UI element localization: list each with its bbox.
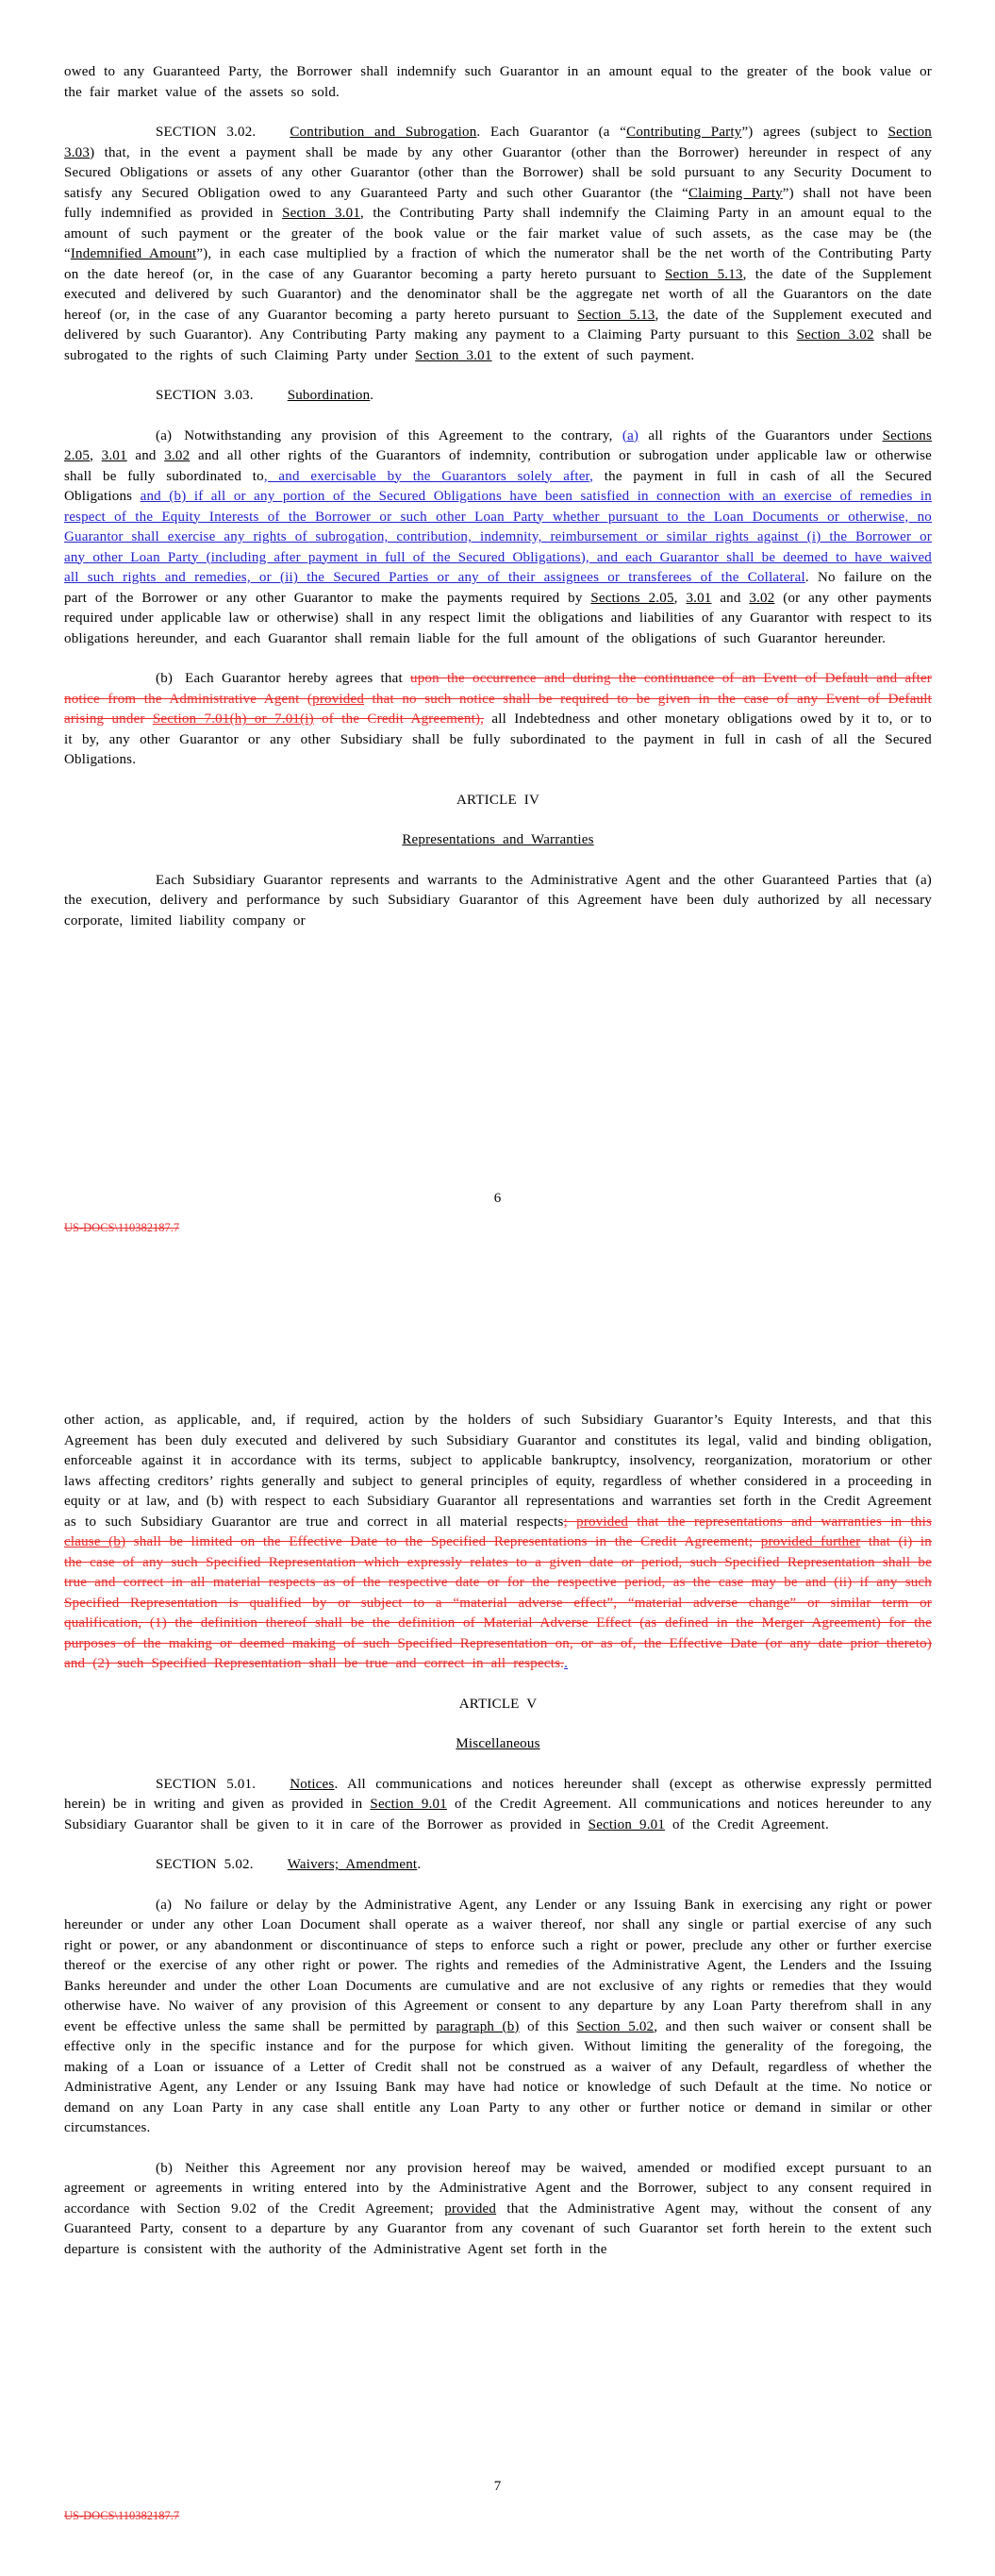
underlined-text: Section 3.01 [415,347,492,363]
page-number: 7 [493,2479,502,2494]
text-run: and [711,590,750,606]
text-run: SECTION 3.02. [156,125,257,140]
underlined-text: Section 5.13 [664,266,743,282]
text-run: . All communications and notices hereunder shall (except as otherwise expressly permitted herein) be in writing and given as provided in [64,1776,933,1812]
underlined-text: Section 3.02 [796,327,874,343]
underlined-text: 3.01 [686,590,712,606]
text-run: of this [519,2018,577,2034]
text-run: , and then such waiver or consent shall be effective only in the specific instance and for the purpose for which given. Without limiting the generality of the foregoing, the making of a Loan or issuance of a Letter of Credit shall not be construed as a waiver of any Default, regardless of whether the Administrative Agent, any Lender or any Issuing Bank may have had notice or knowledge of such Default at the time. No notice or demand on any Loan Party in any case shall entitle any Loan Party to any other or further notice or demand in similar or other circumstances. [64,2018,932,2135]
paragraph [64,1411,932,1675]
heading [64,791,932,811]
text-run: ARTICLE V [458,1696,538,1712]
underlined-text: Waivers; Amendment [287,1857,418,1872]
text-run: and all other rights of the Guarantors of indemnity, contribution or subrogation under applicable law or otherwise shall be fully subordinated to [64,448,932,484]
text-run: Each Guarantor hereby agrees that [185,671,410,686]
page-number: 6 [493,1191,502,1206]
underlined-text: Contribution and Subrogation [290,125,477,140]
footer-doc-id: US-DOCS\110382187.7 [64,1221,180,1234]
deleted-text: that no such notice shall be required to be given in the case of any Event of Default arising under [64,691,933,727]
underlined-text: Representations and Warranties [402,832,594,847]
text-run: . Each Guarantor (a “ [476,125,627,140]
underlined-text: Section 3.03 [64,125,932,160]
text-run: (a) [156,1897,173,1913]
deleted-underlined-text: provided [576,1514,629,1530]
heading [64,830,932,851]
text-run: other action, as applicable, and, if required, action by the holders of such Subsidiary Guarantor’s Equity Interests, and that this Agreement has been duly executed and delivered by such Subsidiary Guarantor and constitutes its legal, valid and binding obligation, enforceable against it in accordance with its terms, subject to applicable bankruptcy, insolvency, reorganization, moratorium or other laws affecting creditors’ rights generally and subject to general principles of equity, regardless of whether considered in a proceeding in equity or at law, and (b) with respect to each Subsidiary Guarantor all representations and warranties set forth in the Credit Agreement as to such Subsidiary Guarantor are true and correct in all material respects [64,1413,932,1530]
deleted-underlined-text: provided [312,691,365,707]
inserted-text: , and exercisable by the Guarantors solely after, [263,468,594,484]
text-run: No failure or delay by the Administrative Agent, any Lender or any Issuing Bank in exercising any right or power hereunder or under any other Loan Document shall operate as a waiver thereof, nor shall any single or partial exercise of any such right or power, or any abandonment or discontinuance of steps to enforce such a right or power, preclude any other or further exercise thereof or the exercise of any other right or power. The rights and remedies of the Administrative Agent, the Lenders and the Issuing Banks hereunder and under the other Loan Documents are cumulative and are not exclusive of any rights or remedies that they would otherwise have. No waiver of any provision of this Agreement or consent to any departure by any Loan Party therefrom shall in any event be effective unless the same shall be permitted by [64,1897,932,2034]
text-run: . [370,388,374,403]
text-run: and [126,448,165,463]
paragraph [64,1775,932,1836]
underlined-text: 3.02 [164,448,191,463]
text-run: (a) [156,427,173,443]
underlined-text: Miscellaneous [456,1736,540,1751]
underlined-text: Indemnified Amount [70,246,197,261]
deleted-text: that (i) in the case of any such Specified Representation which expressly relates to a given date or period, such Specified Representation shall be true and correct in all material respects as of the respective date or for the respective period, as the case may be and (ii) if any such Specified Representation is qualified by or subject to a “material adverse effect”, “material adverse change” or similar term or qualification, (1) the definition thereof shall be the definition of Material Adverse Effect (as defined in the Merger Agreement) for the purposes of the making or deemed making of such Specified Representation on, or as of, the Effective Date (or any date prior thereto) and (2) such Specified Representation shall be true and correct in all respects. [64,1534,932,1671]
paragraph [64,669,932,771]
underlined-text: Section 5.13 [577,307,655,323]
inserted-text: . [564,1656,569,1671]
text-run: Neither this Agreement nor any provision hereof may be waived, amended or modified except pursuant to an agreement or agreements in writing entered into by the Administrative Agent and the Borrower, subject to any consent required in accordance with Section 9.02 of the Credit Agreement; [64,2160,932,2216]
underlined-text: provided [444,2200,497,2216]
underlined-text: 3.01 [101,448,127,463]
underlined-text: paragraph (b) [436,2018,520,2034]
deleted-underlined-text: provided further [760,1534,861,1549]
text-run: ”), in each case multiplied by a fraction of which the numerator shall be the net worth of the Contributing Party on the date hereof (or, in the case of any Guarantor becoming a party hereto pursuant to [64,246,932,282]
deleted-text: upon the occurrence and during the continuance of an Event of Default and after notice from the Administrative Agent ( [64,671,932,707]
underlined-text: Claiming Party [688,185,783,201]
deleted-underlined-text: Section 7.01(h) or 7.01(i) [152,711,314,727]
paragraph [64,427,932,650]
underlined-text: Contributing Party [626,125,742,140]
text-run: ”) shall not have been fully indemnified as provided in [64,185,932,221]
underlined-text: Section 3.01 [282,206,361,221]
text-run: , the date of the Supplement executed and delivered by such Guarantor) and the denominator shall be the aggregate net worth of all the Guarantors on the date hereof (or, in the case of any Guarantor becoming a party hereto pursuant to [64,266,932,323]
text-run: shall be subrogated to the rights of such Claiming Party under [64,327,932,363]
underlined-text: Sections 2.05 [590,590,674,606]
text-run: all Indebtedness and other monetary obligations owed by it to, or to it by, any other Guarantor or any other Subsidiary shall be fully subordinated to the payment in full in cash of all the Secured Obligations. [64,711,932,767]
text-run: , [673,590,687,606]
underlined-text: Section 9.01 [370,1797,447,1812]
text-run: of the Credit Agreement. All communications and notices hereunder to any Subsidiary Guarantor shall be given to it in care of the Borrower as provided in [64,1797,932,1832]
underlined-text: 3.02 [749,590,775,606]
text-run: , the date of the Supplement executed and delivered by such Guarantor). Any Contributing Party making any payment to a Claiming Party pursuant to this [64,307,932,343]
footer-doc-id: US-DOCS\110382187.7 [64,2509,180,2522]
paragraph [64,1896,932,2139]
document-page-2 [0,1288,995,2576]
text-run: ARTICLE IV [456,792,539,808]
text-run: SECTION 5.01. [156,1776,257,1792]
text-run: to the extent of such payment. [491,347,695,363]
deleted-text: of the Credit Agreement), [313,711,485,727]
text-run: the payment in full in cash of all the Secured Obligations [64,468,933,504]
paragraph [64,62,932,103]
underlined-text: Section 5.02 [576,2018,655,2034]
heading [64,1734,932,1755]
text-run: owed to any Guaranteed Party, the Borrower shall indemnify such Guarantor in an amount equal to the greater of the book value or the fair market value of the assets so sold. [64,64,932,100]
text-run: ”) agrees (subject to [741,125,888,140]
text-run: . [417,1857,422,1872]
text-run: SECTION 3.03. [156,388,254,403]
text-run: of the Credit Agreement. [665,1816,829,1832]
underlined-text: Section 9.01 [588,1816,666,1832]
paragraph [64,123,932,366]
text-run: , the Contributing Party shall indemnify the Claiming Party in an amount equal to the amount of such payment or the greater of the book value or the fair market value of such assets, as the case may be (the “ [64,206,932,261]
text-run: that the Administrative Agent may, without the consent of any Guaranteed Party, consent to a departure by any Guarantor from any covenant of such Guarantor set forth herein to the extent such departure is consistent with the authority of the Administrative Agent set forth in the [64,2200,932,2257]
text-run: (or any other payments required under applicable law or otherwise) shall in any respect limit the obligations and liabilities of any Guarantor with respect to its obligations hereunder, and each Guarantor shall remain liable for the full amount of the obligations of such Guarantor hereunder. [64,590,932,646]
text-run: , [90,448,102,463]
deleted-text: that the representations and warranties in this [628,1514,932,1530]
heading [64,1695,932,1715]
paragraph [64,386,932,407]
text-run: Notwithstanding any provision of this Agreement to the contrary, [184,427,622,443]
inserted-text: (a) [622,427,639,443]
text-run: . No failure on the part of the Borrower or any other Guarantor to make the payments required by [64,570,932,606]
page-1-body [64,62,932,951]
text-run: (b) [156,2160,174,2176]
underlined-text: Subordination [287,388,371,403]
page-2-body [64,1411,932,2280]
inserted-text: and (b) if all or any portion of the Secured Obligations have been satisfied in connection with an exercise of remedies in respect of the Equity Interests of the Borrower or such other Loan Party whether pursuant to the Loan Documents or otherwise, no Guarantor shall exercise any rights of subrogation, contribution, indemnity, reimbursement or similar rights against (i) the Borrower or any other Loan Party (including after payment in full of the Secured Obligations), and each Guarantor shall be deemed to have waived all such rights and remedies, or (ii) the Secured Parties or any of their assignees or transferees of the Collateral [64,489,932,585]
deleted-text: shall be limited on the Effective Date to the Specified Representations in the Credit Agreement; [125,1534,761,1549]
text-run: Each Subsidiary Guarantor represents and warrants to the Administrative Agent and the other Guaranteed Parties that (a) the execution, delivery and performance by such Subsidiary Guarantor of this Agreement have been duly authorized by all necessary corporate, limited liability company or [64,872,932,928]
paragraph [64,2159,932,2261]
deleted-text: ; [563,1514,577,1530]
text-run: ) that, in the event a payment shall be made by any other Guarantor (other than the Borrower) hereunder in respect of any Secured Obligations or assets of any other Guarantor (other than the Borrower) shall be sold pursuant to any Security Document to satisfy any Secured Obligation owed to any Guaranteed Party and such other Guarantor (the “ [64,144,932,201]
paragraph [64,871,932,932]
paragraph [64,1855,932,1876]
text-run: (b) [156,671,174,686]
underlined-text: Sections 2.05 [64,427,932,463]
text-run: SECTION 5.02. [156,1857,254,1872]
underlined-text: Notices [290,1776,335,1792]
deleted-underlined-text: clause (b) [64,1534,126,1549]
text-run: all rights of the Guarantors under [638,427,883,443]
